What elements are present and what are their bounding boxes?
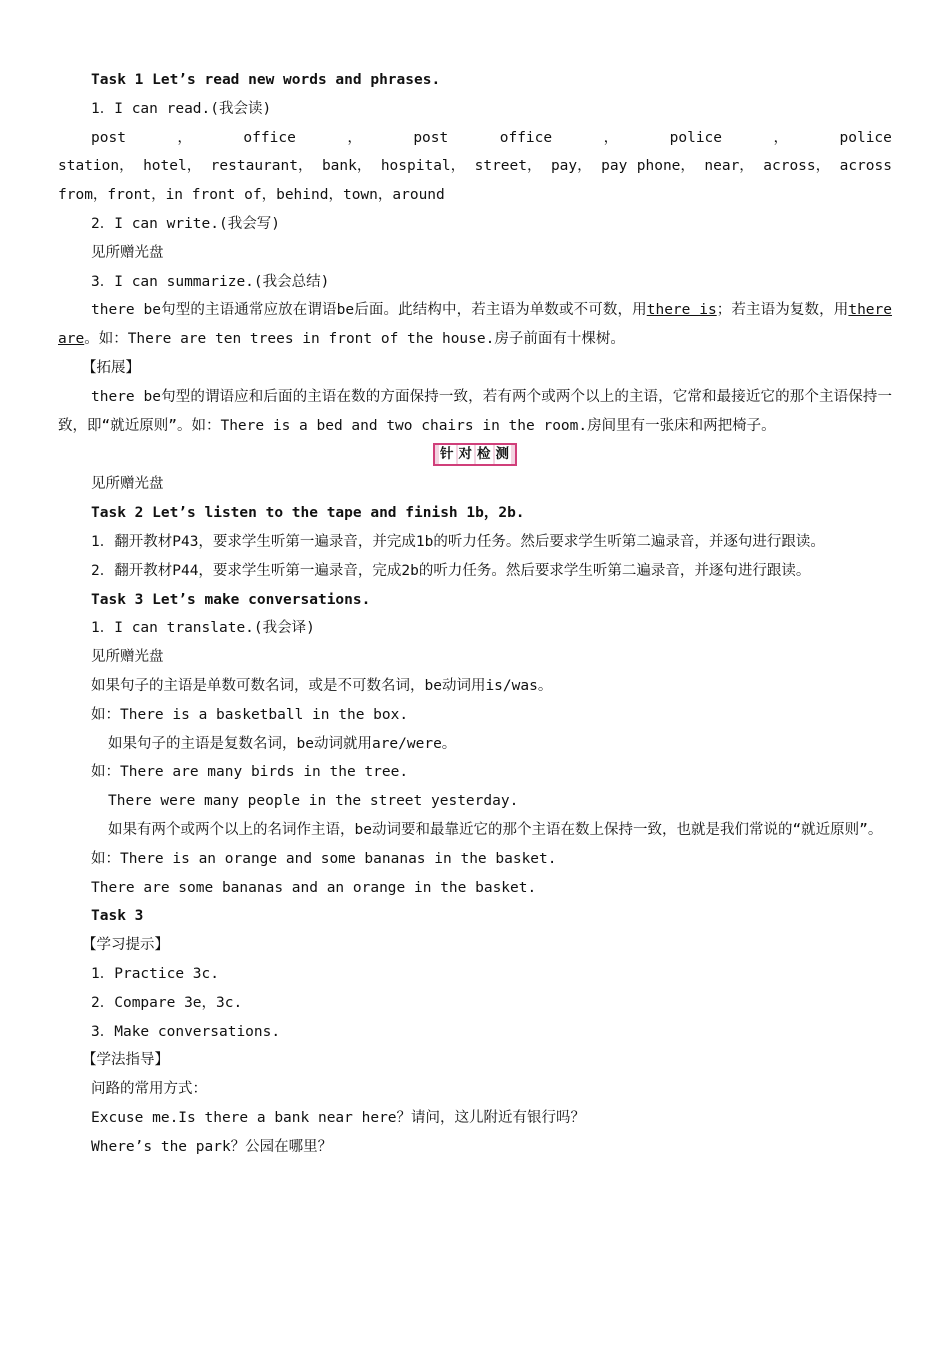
task1-title: Task 1 Let’s read new words and phrases. — [91, 72, 441, 88]
example-plural: 如：There are many birds in the tree. — [91, 764, 409, 781]
tip-item: 3．Make conversations. — [91, 1023, 281, 1040]
document-page — [58, 66, 892, 1161]
task2-title: Task 2 Let’s listen to the tape and finish 1b，2b. — [91, 505, 525, 522]
task2-item-1: 1．翻开教材P43，要求学生听第一遍录音，并完成1b的听力任务。然后要求学生听第二遍录音，并逐句进行跟读。 — [91, 533, 825, 550]
task3b-title: Task 3 — [91, 908, 144, 925]
word: post — [91, 129, 126, 146]
word: police — [839, 129, 892, 146]
word: hotel， — [143, 158, 202, 175]
badge-char: 检 — [477, 446, 492, 463]
word: near， — [704, 158, 754, 175]
word: ， — [177, 129, 192, 146]
answer-blank: there is — [646, 302, 717, 319]
rule-singular: 如果句子的主语是单数可数名词，或是不可数名词，be动词用is/was。 — [91, 677, 553, 694]
extension-paragraph: there be句型的谓语应和后面的主语在数的方面保持一致，若有两个或两个以上的主语，它常和最接近它的那个主语保持一致，即“就近原则”。如：There is a bed and two chairs in the room.房间里有一张床和两把椅子。 — [58, 388, 892, 434]
word: pay — [601, 158, 628, 175]
section-badge-row — [58, 440, 892, 470]
word: across， — [763, 158, 831, 175]
badge-char: 针 — [440, 446, 455, 463]
guide-example: Where’s the park？公园在哪里？ — [91, 1138, 333, 1155]
word: bank， — [321, 158, 372, 175]
word: ， — [773, 129, 789, 146]
word: station， — [58, 158, 134, 175]
rule-proximity: 如果有两个或两个以上的名词作主语，be动词要和最靠近它的那个主语在数上保持一致，也就是我们常说的“就近原则”。 — [108, 821, 883, 838]
word: office — [499, 129, 553, 146]
rule-plural: 如果句子的主语是复数名词，be动词就用are/were。 — [108, 735, 457, 752]
word: phone， — [636, 158, 695, 175]
badge-char: 测 — [495, 446, 510, 463]
extension-heading: 【拓展】 — [82, 359, 140, 376]
word: ， — [603, 129, 619, 146]
word: street， — [474, 158, 542, 175]
see-disc-note: 见所赠光盘 — [91, 244, 164, 261]
write-label: 2．I can write.(我会写) — [91, 215, 280, 232]
guide-heading: 【学法指导】 — [82, 1052, 169, 1069]
tip-item: 2．Compare 3e，3c. — [91, 994, 243, 1011]
word-list-line-1 — [58, 124, 892, 153]
answer-blank: there are — [58, 302, 892, 348]
see-disc-note: 见所赠光盘 — [91, 476, 164, 493]
guide-intro: 问路的常用方式： — [91, 1081, 207, 1098]
badge-char: 对 — [458, 446, 473, 463]
example-proximity-2: There are some bananas and an orange in the basket. — [91, 879, 537, 896]
word-list-line-3: from，front，in front of，behind，town，around — [58, 187, 445, 204]
summary-text: 。如：There are ten trees in front of the house.房子前面有十棵树。 — [84, 331, 625, 348]
word: hospital， — [380, 158, 466, 175]
summarize-label: 3．I can summarize.(我会总结) — [91, 273, 330, 290]
translate-label: 1．I can translate.(我会译) — [91, 620, 315, 637]
read-label: 1．I can read.(我会读) — [91, 100, 272, 117]
word: across — [839, 158, 892, 175]
guide-example: Excuse me.Is there a bank near here？请问，这儿附近有银行吗？ — [91, 1109, 586, 1126]
example-proximity-1: 如：There is an orange and some bananas in the basket. — [91, 850, 557, 867]
example-singular: 如：There is a basketball in the box. — [91, 706, 409, 723]
word: ， — [347, 129, 362, 146]
word: office — [243, 129, 296, 146]
summary-text: there be句型的主语通常应放在谓语be后面。此结构中，若主语为单数或不可数，用 — [91, 302, 647, 319]
tip-item: 1．Practice 3c. — [91, 965, 219, 982]
see-disc-note: 见所赠光盘 — [91, 649, 164, 666]
check-test-badge — [433, 443, 517, 466]
word: restaurant， — [210, 158, 313, 175]
example-plural-past: There were many people in the street yesterday. — [108, 793, 519, 810]
word-list-line-2 — [58, 152, 892, 181]
summary-text: ；若主语为复数，用 — [716, 302, 849, 319]
task3-title: Task 3 Let’s make conversations. — [91, 591, 371, 608]
tips-heading: 【学习提示】 — [82, 937, 169, 954]
task2-item-2: 2．翻开教材P44，要求学生听第一遍录音，完成2b的听力任务。然后要求学生听第二遍录音，并逐句进行跟读。 — [91, 562, 811, 579]
word: pay， — [550, 158, 592, 175]
summary-paragraph — [58, 296, 892, 354]
word: post — [413, 129, 449, 146]
word: police — [669, 129, 723, 146]
